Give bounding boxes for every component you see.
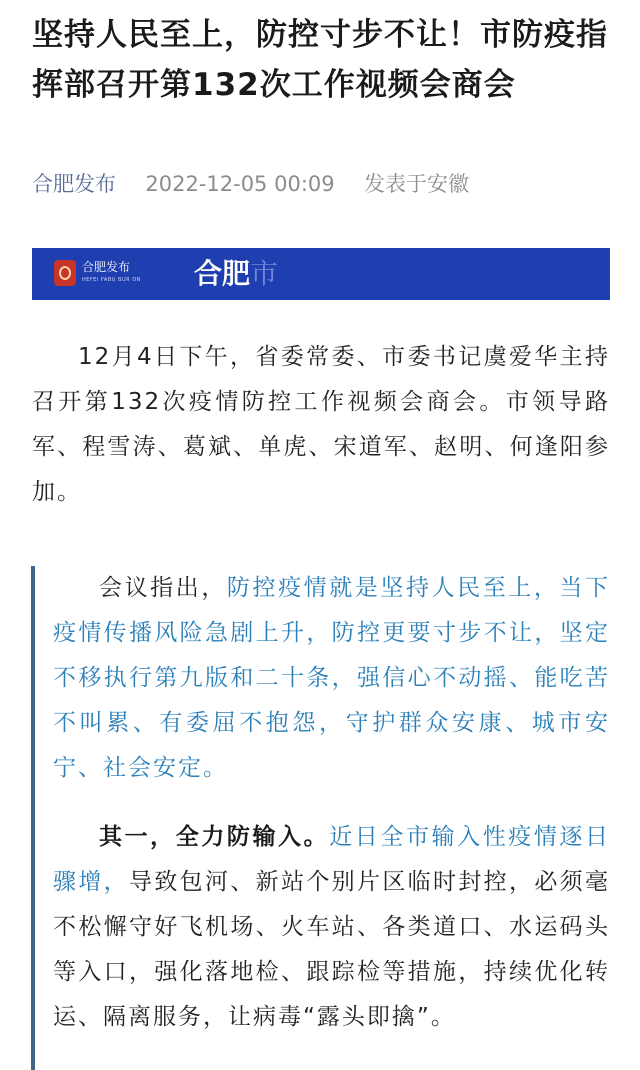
logo-text: 合肥发布 xyxy=(82,260,131,274)
quote-paragraph-2 xyxy=(53,815,610,1040)
author-link[interactable]: 合肥发布 xyxy=(32,172,116,196)
banner-city xyxy=(194,255,278,293)
quote-bar xyxy=(31,566,35,1070)
quote1-highlight: 防控疫情就是坚持人民至上，当下疫情传播风险急剧上升，防控更要寸步不让，坚定不移执行第九版和二十条，强信心不动摇、能吃苦不叫累、有委屈不抱怨，守护群众安康、城市安宁、社会安定。 xyxy=(53,575,611,781)
seal-icon xyxy=(54,260,76,286)
banner-city-name: 合肥 xyxy=(194,257,251,290)
quote2-highlight: 近日全市输入性疫情逐日骤增， xyxy=(53,824,611,895)
publish-location: 发表于安徽 xyxy=(364,172,469,196)
quote2-rest: 导致包河、新站个别片区临时封控，必须毫不松懈守好飞机场、火车站、各类道口、水运码头等入口，强化落地检、跟踪检等措施，持续优化转运、隔离服务，让病毒“露头即擒”。 xyxy=(53,869,610,1030)
quote-paragraph-1 xyxy=(53,566,610,791)
publish-datetime: 2022-12-05 00:09 xyxy=(145,172,335,196)
city-banner xyxy=(32,248,610,300)
logo-subtext: HEFEI FABU BUR ON xyxy=(82,277,141,283)
quote2-heading: 其一，全力防输入。 xyxy=(99,824,330,850)
banner-city-suffix: 市 xyxy=(250,257,279,290)
hefei-fabu-logo xyxy=(54,258,184,290)
article-meta xyxy=(32,168,469,200)
article-title: 坚持人民至上，防控寸步不让！市防疫指挥部召开第132次工作视频会商会 xyxy=(32,17,608,103)
quote1-lead: 会议指出， xyxy=(99,575,227,601)
intro-paragraph: 12月4日下午，省委常委、市委书记虞爱华主持召开第132次疫情防控工作视频会商会。市领导路军、程雪涛、葛斌、单虎、宋道军、赵明、何逢阳参加。 xyxy=(32,344,610,505)
